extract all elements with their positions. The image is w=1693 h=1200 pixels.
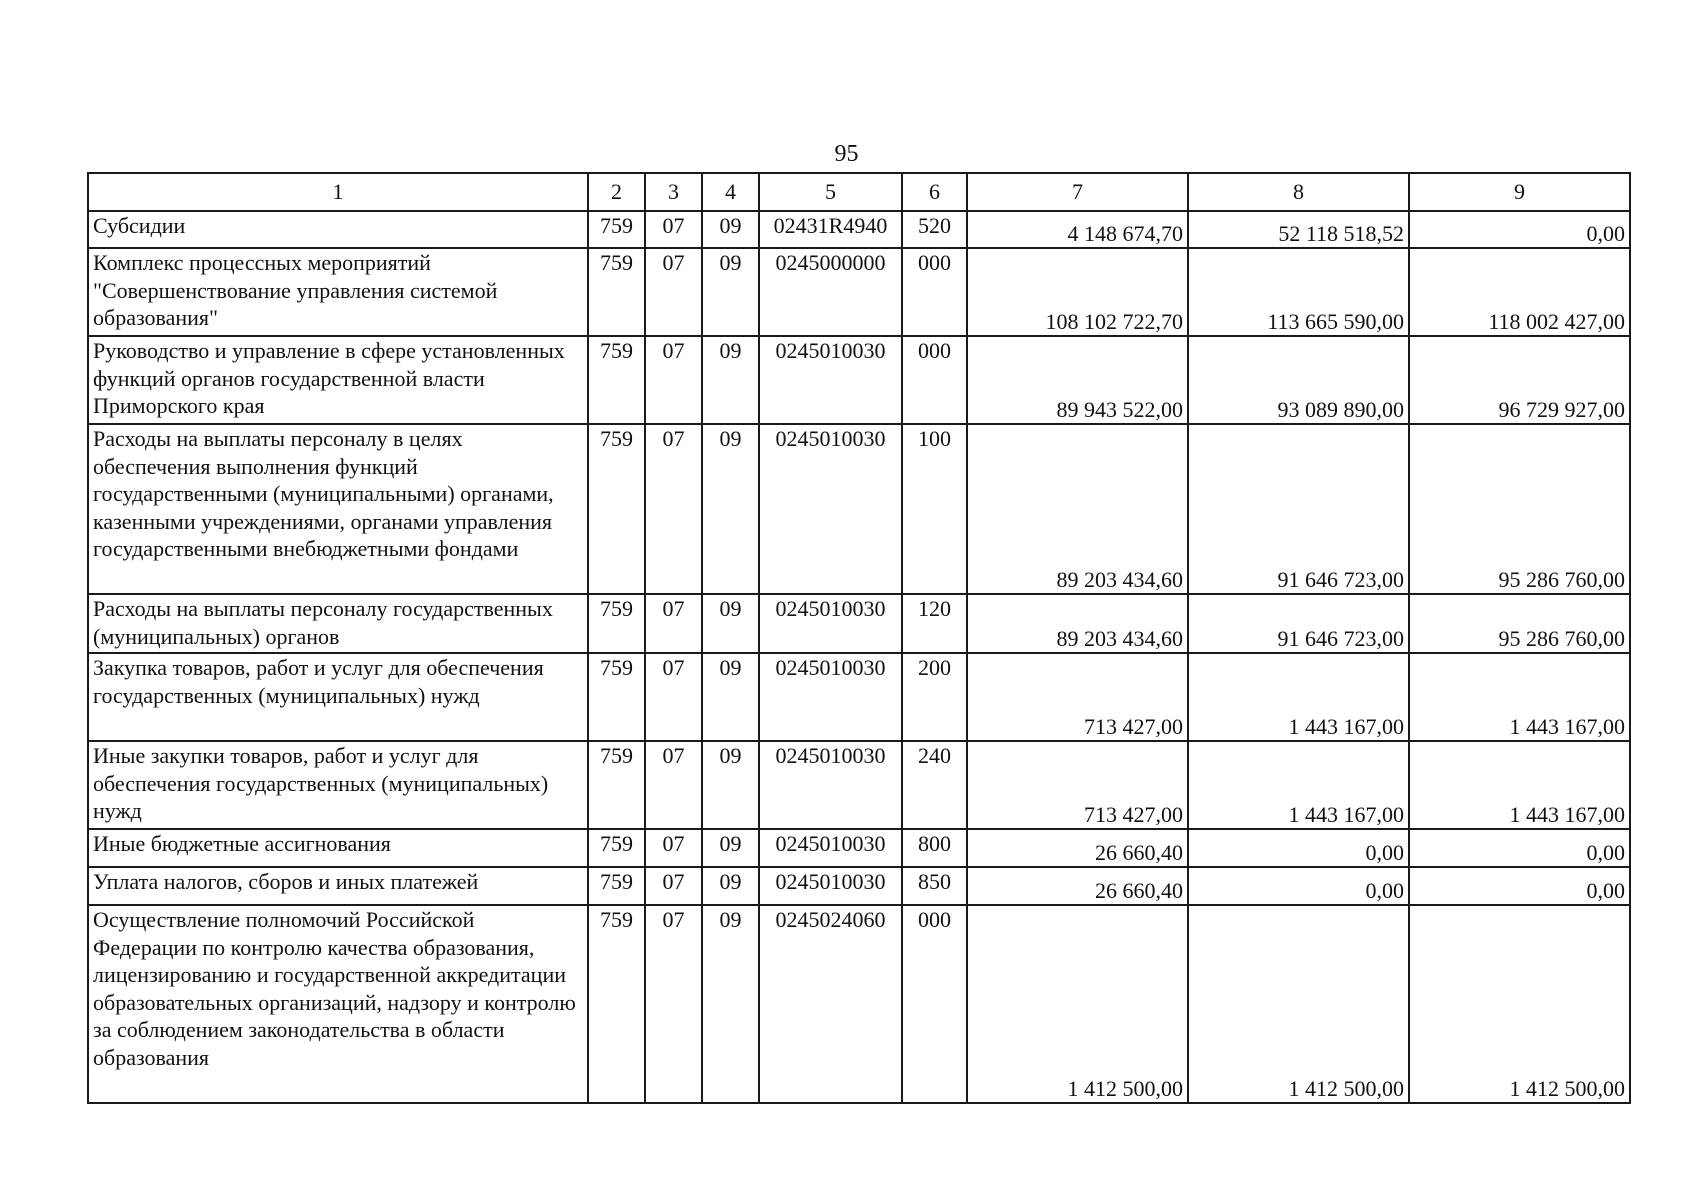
- table-row: [88, 211, 1630, 248]
- amount-col8-cell: 91 646 723,00: [1188, 594, 1409, 653]
- department-code-cell: 759: [588, 594, 645, 653]
- amount-col9-cell: 0,00: [1409, 211, 1630, 248]
- column-header: 3: [645, 173, 702, 211]
- table-row: [88, 905, 1630, 1103]
- expense-type-cell: 100: [902, 424, 967, 594]
- expense-name-cell: Расходы на выплаты персоналу в целях обеспечения выполнения функций государственными (муниципальными) органами, казенными учреждениями, органами управления государственными внебюджетными фондами: [88, 424, 588, 594]
- department-code-cell: 759: [588, 653, 645, 741]
- section-code-cell: 07: [645, 594, 702, 653]
- table-row: [88, 594, 1630, 653]
- table-row: [88, 248, 1630, 336]
- amount-col7-cell: 89 943 522,00: [967, 336, 1188, 424]
- amount-col8-cell: 0,00: [1188, 829, 1409, 867]
- budget-table: [87, 172, 1631, 1104]
- amount-col9-cell: 118 002 427,00: [1409, 248, 1630, 336]
- amount-col7-cell: 108 102 722,70: [967, 248, 1188, 336]
- expense-type-cell: 000: [902, 248, 967, 336]
- amount-col7-cell: 26 660,40: [967, 829, 1188, 867]
- column-header: 4: [702, 173, 759, 211]
- amount-col7-cell: 26 660,40: [967, 867, 1188, 905]
- column-header: 1: [88, 173, 588, 211]
- target-article-cell: 02431R4940: [759, 211, 902, 248]
- expense-name-cell: Иные бюджетные ассигнования: [88, 829, 588, 867]
- amount-col9-cell: 95 286 760,00: [1409, 424, 1630, 594]
- expense-name-cell: Субсидии: [88, 211, 588, 248]
- amount-col7-cell: 4 148 674,70: [967, 211, 1188, 248]
- amount-col9-cell: 0,00: [1409, 867, 1630, 905]
- subsection-code-cell: 09: [702, 867, 759, 905]
- target-article-cell: 0245000000: [759, 248, 902, 336]
- target-article-cell: 0245010030: [759, 424, 902, 594]
- amount-col9-cell: 1 443 167,00: [1409, 741, 1630, 829]
- subsection-code-cell: 09: [702, 424, 759, 594]
- amount-col8-cell: 52 118 518,52: [1188, 211, 1409, 248]
- subsection-code-cell: 09: [702, 829, 759, 867]
- department-code-cell: 759: [588, 905, 645, 1103]
- target-article-cell: 0245010030: [759, 741, 902, 829]
- column-number-row: [88, 173, 1630, 211]
- section-code-cell: 07: [645, 424, 702, 594]
- table-row: [88, 741, 1630, 829]
- amount-col7-cell: 89 203 434,60: [967, 594, 1188, 653]
- expense-name-cell: Осуществление полномочий Российской Федерации по контролю качества образования, лицензированию и государственной аккредитации образовательных организаций, надзору и контролю за соблюдением законодательства в области образования: [88, 905, 588, 1103]
- amount-col8-cell: 0,00: [1188, 867, 1409, 905]
- table-row: [88, 336, 1630, 424]
- amount-col9-cell: 95 286 760,00: [1409, 594, 1630, 653]
- amount-col8-cell: 93 089 890,00: [1188, 336, 1409, 424]
- subsection-code-cell: 09: [702, 594, 759, 653]
- column-header: 7: [967, 173, 1188, 211]
- expense-type-cell: 850: [902, 867, 967, 905]
- section-code-cell: 07: [645, 336, 702, 424]
- amount-col7-cell: 89 203 434,60: [967, 424, 1188, 594]
- page-number: 95: [834, 141, 859, 167]
- target-article-cell: 0245010030: [759, 594, 902, 653]
- amount-col8-cell: 1 443 167,00: [1188, 741, 1409, 829]
- department-code-cell: 759: [588, 248, 645, 336]
- subsection-code-cell: 09: [702, 248, 759, 336]
- section-code-cell: 07: [645, 653, 702, 741]
- department-code-cell: 759: [588, 424, 645, 594]
- expense-type-cell: 240: [902, 741, 967, 829]
- department-code-cell: 759: [588, 741, 645, 829]
- table-row: [88, 867, 1630, 905]
- section-code-cell: 07: [645, 829, 702, 867]
- subsection-code-cell: 09: [702, 211, 759, 248]
- column-header: 6: [902, 173, 967, 211]
- target-article-cell: 0245010030: [759, 653, 902, 741]
- table-row: [88, 653, 1630, 741]
- target-article-cell: 0245010030: [759, 336, 902, 424]
- amount-col9-cell: 96 729 927,00: [1409, 336, 1630, 424]
- section-code-cell: 07: [645, 905, 702, 1103]
- column-header: 9: [1409, 173, 1630, 211]
- expense-type-cell: 000: [902, 905, 967, 1103]
- amount-col8-cell: 91 646 723,00: [1188, 424, 1409, 594]
- subsection-code-cell: 09: [702, 741, 759, 829]
- amount-col9-cell: 1 412 500,00: [1409, 905, 1630, 1103]
- expense-type-cell: 120: [902, 594, 967, 653]
- section-code-cell: 07: [645, 741, 702, 829]
- expense-name-cell: Руководство и управление в сфере установленных функций органов государственной власти Приморского края: [88, 336, 588, 424]
- amount-col8-cell: 1 412 500,00: [1188, 905, 1409, 1103]
- amount-col8-cell: 113 665 590,00: [1188, 248, 1409, 336]
- table-row: [88, 424, 1630, 594]
- subsection-code-cell: 09: [702, 905, 759, 1103]
- expense-type-cell: 000: [902, 336, 967, 424]
- department-code-cell: 759: [588, 867, 645, 905]
- target-article-cell: 0245010030: [759, 867, 902, 905]
- amount-col8-cell: 1 443 167,00: [1188, 653, 1409, 741]
- subsection-code-cell: 09: [702, 336, 759, 424]
- amount-col9-cell: 1 443 167,00: [1409, 653, 1630, 741]
- subsection-code-cell: 09: [702, 653, 759, 741]
- expense-type-cell: 800: [902, 829, 967, 867]
- table-row: [88, 829, 1630, 867]
- column-header: 5: [759, 173, 902, 211]
- column-header: 2: [588, 173, 645, 211]
- expense-name-cell: Иные закупки товаров, работ и услуг для обеспечения государственных (муниципальных) нужд: [88, 741, 588, 829]
- department-code-cell: 759: [588, 211, 645, 248]
- section-code-cell: 07: [645, 248, 702, 336]
- section-code-cell: 07: [645, 211, 702, 248]
- amount-col9-cell: 0,00: [1409, 829, 1630, 867]
- department-code-cell: 759: [588, 829, 645, 867]
- expense-name-cell: Комплекс процессных мероприятий "Совершенствование управления системой образования": [88, 248, 588, 336]
- expense-name-cell: Уплата налогов, сборов и иных платежей: [88, 867, 588, 905]
- expense-name-cell: Расходы на выплаты персоналу государственных (муниципальных) органов: [88, 594, 588, 653]
- expense-type-cell: 520: [902, 211, 967, 248]
- department-code-cell: 759: [588, 336, 645, 424]
- amount-col7-cell: 1 412 500,00: [967, 905, 1188, 1103]
- target-article-cell: 0245024060: [759, 905, 902, 1103]
- expense-type-cell: 200: [902, 653, 967, 741]
- column-header: 8: [1188, 173, 1409, 211]
- section-code-cell: 07: [645, 867, 702, 905]
- amount-col7-cell: 713 427,00: [967, 653, 1188, 741]
- amount-col7-cell: 713 427,00: [967, 741, 1188, 829]
- expense-name-cell: Закупка товаров, работ и услуг для обеспечения государственных (муниципальных) нужд: [88, 653, 588, 741]
- target-article-cell: 0245010030: [759, 829, 902, 867]
